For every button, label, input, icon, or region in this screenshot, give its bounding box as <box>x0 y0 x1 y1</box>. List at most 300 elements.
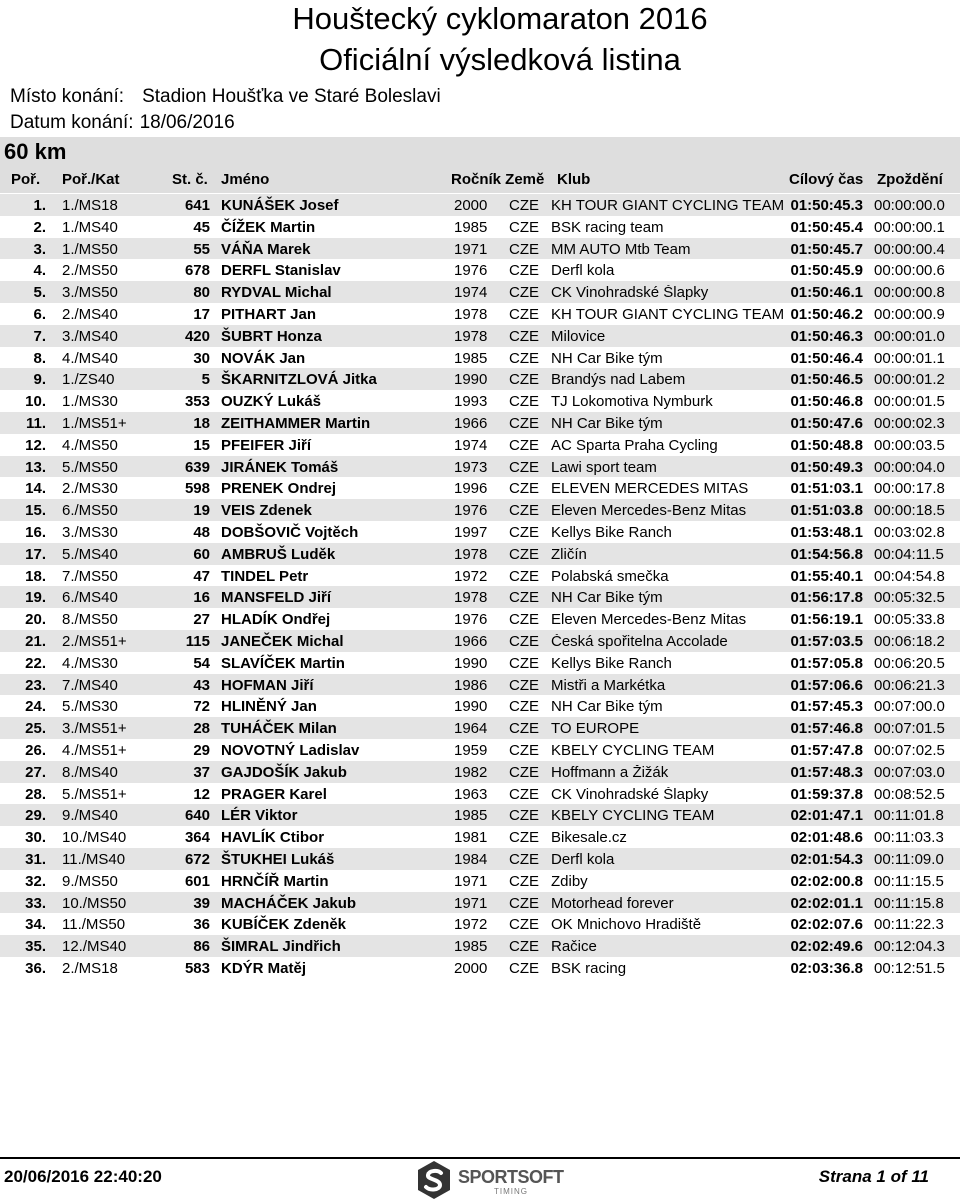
cell-category-rank: 3./MS30 <box>62 524 118 541</box>
column-header-year-country: Ročník Země <box>451 171 545 188</box>
cell-finish-time: 01:50:49.3 <box>790 458 863 476</box>
cell-name: JIRÁNEK Tomáš <box>221 458 339 476</box>
cell-position: 3. <box>33 240 46 258</box>
cell-bib-number: 601 <box>184 872 210 890</box>
table-row <box>0 238 960 260</box>
cell-country: CZE <box>509 720 539 738</box>
cell-bib-number: 16 <box>193 589 210 607</box>
cell-club: ELEVEN MERCEDES MITAS <box>551 481 749 497</box>
cell-time-gap: 00:11:03.3 <box>874 829 944 847</box>
cell-birth-year: 1978 <box>454 589 488 607</box>
cell-bib-number: 55 <box>193 240 210 258</box>
cell-finish-time: 01:55:40.1 <box>790 567 863 585</box>
cell-bib-number: 353 <box>184 393 210 411</box>
cell-birth-year: 1976 <box>454 611 488 629</box>
cell-category-rank: 1./MS30 <box>62 393 118 411</box>
cell-birth-year: 1978 <box>454 306 488 323</box>
cell-country: CZE <box>509 589 539 607</box>
table-row <box>0 281 960 303</box>
cell-position: 13. <box>25 458 46 476</box>
cell-country: CZE <box>509 829 539 847</box>
cell-club: Kellys Bike Ranch <box>551 525 672 540</box>
cell-finish-time: 02:02:49.6 <box>790 938 863 956</box>
table-row <box>0 565 960 587</box>
table-row <box>0 913 960 935</box>
cell-club: Bikesale.cz <box>551 830 627 846</box>
cell-birth-year: 1985 <box>454 807 488 825</box>
table-row <box>0 717 960 739</box>
cell-position: 18. <box>25 567 46 585</box>
cell-birth-year: 1997 <box>454 524 488 541</box>
cell-category-rank: 7./MS50 <box>62 567 118 585</box>
cell-finish-time: 01:51:03.1 <box>790 480 863 498</box>
cell-position: 1. <box>33 197 46 214</box>
cell-country: CZE <box>509 240 539 258</box>
cell-club: NH Car Bike tým <box>551 699 663 715</box>
column-header-gap: Zpoždění <box>877 171 943 188</box>
cell-club: Česká spořitelna Accolade <box>551 634 728 649</box>
cell-club: CK Vinohradské Šlapky <box>551 285 709 301</box>
cell-position: 33. <box>25 894 46 912</box>
cell-finish-time: 01:50:46.2 <box>790 306 863 323</box>
cell-category-rank: 8./MS40 <box>62 763 118 781</box>
cell-category-rank: 2./MS50 <box>62 262 118 280</box>
cell-birth-year: 1964 <box>454 720 488 738</box>
cell-position: 24. <box>25 698 46 716</box>
cell-bib-number: 28 <box>193 720 210 738</box>
cell-time-gap: 00:08:52.5 <box>874 785 945 803</box>
cell-country: CZE <box>509 415 539 432</box>
cell-category-rank: 2./MS18 <box>62 960 118 977</box>
cell-finish-time: 01:50:46.5 <box>790 371 863 389</box>
cell-time-gap: 00:07:03.0 <box>874 763 945 781</box>
cell-name: GAJDOŠÍK Jakub <box>221 763 347 781</box>
cell-birth-year: 1971 <box>454 894 488 912</box>
table-row <box>0 521 960 543</box>
cell-birth-year: 1966 <box>454 415 488 432</box>
cell-birth-year: 1976 <box>454 502 488 520</box>
cell-club: Kellys Bike Ranch <box>551 655 672 671</box>
cell-birth-year: 1984 <box>454 851 488 868</box>
cell-name: PRENEK Ondrej <box>221 480 337 498</box>
cell-name: ŠTUKHEI Lukáš <box>221 851 335 868</box>
cell-birth-year: 1976 <box>454 262 488 280</box>
cell-club: BSK racing team <box>551 219 664 235</box>
cell-finish-time: 01:56:19.1 <box>790 611 863 629</box>
cell-name: HLADÍK Ondřej <box>221 611 331 629</box>
cell-bib-number: 29 <box>193 742 210 759</box>
cell-position: 11. <box>25 415 46 432</box>
cell-time-gap: 00:04:11.5 <box>874 545 944 563</box>
cell-finish-time: 01:50:45.4 <box>790 218 863 236</box>
column-header-bib: St. č. <box>172 171 208 188</box>
cell-position: 22. <box>25 654 46 672</box>
cell-category-rank: 11./MS50 <box>62 916 126 934</box>
table-row <box>0 695 960 717</box>
cell-position: 19. <box>25 589 46 607</box>
cell-name: KDÝR Matěj <box>221 960 307 977</box>
cell-country: CZE <box>509 698 539 716</box>
cell-time-gap: 00:11:15.8 <box>874 894 944 912</box>
cell-category-rank: 1./MS51+ <box>62 415 127 432</box>
cell-club: NH Car Bike tým <box>551 590 663 606</box>
cell-time-gap: 00:00:01.5 <box>874 393 945 411</box>
date-value: 18/06/2016 <box>139 112 235 133</box>
cell-finish-time: 02:03:36.8 <box>790 960 863 977</box>
cell-category-rank: 9./MS50 <box>62 872 118 890</box>
cell-birth-year: 1985 <box>454 349 488 367</box>
cell-position: 21. <box>25 633 46 650</box>
cell-name: DERFL Stanislav <box>221 262 341 280</box>
cell-name: LÉR Viktor <box>221 807 298 825</box>
cell-finish-time: 02:01:48.6 <box>790 829 863 847</box>
cell-position: 7. <box>33 327 46 345</box>
cell-birth-year: 1959 <box>454 742 488 759</box>
cell-club: Mistři a Markétka <box>551 677 666 693</box>
cell-name: MANSFELD Jiří <box>221 589 332 607</box>
cell-birth-year: 1990 <box>454 698 488 716</box>
cell-birth-year: 1985 <box>454 938 488 956</box>
cell-time-gap: 00:00:00.9 <box>874 306 945 323</box>
table-row <box>0 194 960 216</box>
cell-bib-number: 19 <box>193 502 210 520</box>
cell-country: CZE <box>509 371 539 389</box>
cell-name: OUZKÝ Lukáš <box>221 393 322 411</box>
cell-category-rank: 5./MS51+ <box>62 785 127 803</box>
cell-birth-year: 1974 <box>454 284 488 302</box>
cell-name: HAVLÍK Ctibor <box>221 829 325 847</box>
cell-birth-year: 1963 <box>454 785 488 803</box>
cell-time-gap: 00:03:02.8 <box>874 524 945 541</box>
cell-time-gap: 00:00:17.8 <box>874 480 945 498</box>
cell-category-rank: 4./MS50 <box>62 436 118 454</box>
cell-bib-number: 115 <box>185 633 210 650</box>
cell-country: CZE <box>509 894 539 912</box>
cell-time-gap: 00:00:00.1 <box>874 218 945 236</box>
cell-category-rank: 9./MS40 <box>62 807 118 825</box>
cell-country: CZE <box>509 654 539 672</box>
table-row <box>0 870 960 892</box>
cell-position: 6. <box>33 306 46 323</box>
cell-club: Brandýs nad Labem <box>551 372 686 388</box>
cell-name: TINDEL Petr <box>221 567 309 585</box>
cell-position: 16. <box>25 524 46 541</box>
cell-country: CZE <box>509 872 539 890</box>
table-row <box>0 456 960 478</box>
table-row <box>0 347 960 369</box>
cell-finish-time: 01:57:05.8 <box>790 654 863 672</box>
category-title: 60 km <box>4 139 67 164</box>
table-row <box>0 543 960 565</box>
cell-position: 25. <box>25 720 46 738</box>
cell-category-rank: 6./MS40 <box>62 589 118 607</box>
cell-finish-time: 01:50:46.1 <box>790 284 863 302</box>
cell-birth-year: 1973 <box>454 458 488 476</box>
table-row <box>0 957 960 979</box>
cell-position: 26. <box>25 742 46 759</box>
cell-birth-year: 1971 <box>454 240 488 258</box>
page-subtitle: Oficiální výsledková listina <box>319 42 681 77</box>
cell-club: Zdiby <box>551 873 588 889</box>
sportsoft-logo-icon <box>414 1159 454 1201</box>
cell-position: 4. <box>33 262 46 280</box>
cell-bib-number: 364 <box>184 829 210 847</box>
cell-birth-year: 2000 <box>454 960 488 977</box>
cell-bib-number: 39 <box>193 894 210 912</box>
cell-category-rank: 2./MS30 <box>62 480 118 498</box>
cell-country: CZE <box>509 436 539 454</box>
table-row <box>0 783 960 805</box>
page-number: Strana 1 of 11 <box>818 1167 929 1186</box>
cell-bib-number: 18 <box>193 415 210 432</box>
cell-bib-number: 43 <box>193 676 210 694</box>
cell-country: CZE <box>509 349 539 367</box>
cell-finish-time: 01:51:03.8 <box>790 502 863 520</box>
cell-club: CK Vinohradské Šlapky <box>551 786 709 802</box>
cell-bib-number: 45 <box>193 218 210 236</box>
cell-club: KBELY CYCLING TEAM <box>551 743 715 758</box>
cell-name: NOVÁK Jan <box>221 349 306 367</box>
cell-club: Derfl kola <box>551 852 615 867</box>
cell-birth-year: 1981 <box>454 829 488 847</box>
cell-birth-year: 1990 <box>454 371 488 389</box>
table-row <box>0 630 960 652</box>
cell-bib-number: 80 <box>193 284 210 302</box>
table-row <box>0 674 960 696</box>
cell-category-rank: 3./MS50 <box>62 284 118 302</box>
cell-name: SLAVÍČEK Martin <box>221 654 345 672</box>
cell-category-rank: 7./MS40 <box>62 676 118 694</box>
cell-bib-number: 48 <box>193 524 210 541</box>
cell-category-rank: 10./MS40 <box>62 829 127 847</box>
cell-birth-year: 1978 <box>454 545 488 563</box>
cell-finish-time: 01:53:48.1 <box>790 524 863 541</box>
column-header-club: Klub <box>557 171 591 188</box>
cell-time-gap: 00:00:02.3 <box>874 415 945 432</box>
table-row <box>0 259 960 281</box>
cell-club: OK Mnichovo Hradiště <box>551 917 702 933</box>
cell-name: ČÍŽEK Martin <box>221 218 316 236</box>
cell-name: RYDVAL Michal <box>221 284 332 302</box>
cell-category-rank: 1./ZS40 <box>62 371 115 389</box>
cell-time-gap: 00:12:51.5 <box>874 960 945 977</box>
cell-bib-number: 47 <box>193 567 210 585</box>
page-title: Houštecký cyklomaraton 2016 <box>292 1 708 36</box>
cell-name: HOFMAN Jiří <box>221 676 314 694</box>
cell-country: CZE <box>509 807 539 825</box>
cell-bib-number: 60 <box>193 545 210 563</box>
cell-bib-number: 672 <box>184 851 210 868</box>
cell-country: CZE <box>509 851 539 868</box>
cell-birth-year: 1986 <box>454 676 488 694</box>
table-row <box>0 608 960 630</box>
cell-position: 36. <box>25 960 46 977</box>
cell-position: 15. <box>25 502 46 520</box>
cell-country: CZE <box>509 524 539 541</box>
cell-finish-time: 02:01:54.3 <box>790 851 863 868</box>
cell-bib-number: 598 <box>184 480 210 498</box>
cell-finish-time: 01:57:48.3 <box>790 763 863 781</box>
cell-finish-time: 01:50:47.6 <box>790 415 863 432</box>
cell-name: KUNÁŠEK Josef <box>221 197 339 214</box>
cell-category-rank: 6./MS50 <box>62 502 118 520</box>
cell-name: PITHART Jan <box>221 306 317 323</box>
cell-club: MM AUTO Mtb Team <box>551 241 691 257</box>
table-row <box>0 826 960 848</box>
cell-club: NH Car Bike tým <box>551 416 663 431</box>
cell-time-gap: 00:05:32.5 <box>874 589 945 607</box>
cell-birth-year: 1993 <box>454 393 488 411</box>
cell-bib-number: 27 <box>193 611 210 629</box>
cell-finish-time: 01:50:45.7 <box>790 240 863 258</box>
cell-finish-time: 02:02:07.6 <box>790 916 863 934</box>
cell-bib-number: 37 <box>193 763 210 781</box>
cell-country: CZE <box>509 197 539 214</box>
cell-club: Hoffmann a Žižák <box>551 764 669 780</box>
date-label: Datum konání: <box>10 112 134 133</box>
category-bar <box>0 137 960 167</box>
cell-country: CZE <box>509 393 539 411</box>
cell-club: KBELY CYCLING TEAM <box>551 808 715 824</box>
cell-category-rank: 2./MS40 <box>62 306 118 323</box>
column-header-name: Jméno <box>221 171 270 188</box>
cell-position: 32. <box>25 872 46 890</box>
table-row <box>0 586 960 608</box>
cell-bib-number: 30 <box>193 349 210 367</box>
cell-position: 5. <box>33 284 46 302</box>
cell-club: Milovice <box>551 328 606 344</box>
cell-name: PFEIFER Jiří <box>221 436 312 454</box>
cell-bib-number: 583 <box>184 960 210 977</box>
cell-time-gap: 00:11:22.3 <box>874 916 944 934</box>
cell-club: KH TOUR GIANT CYCLING TEAM <box>551 198 785 213</box>
cell-finish-time: 01:50:46.4 <box>790 349 863 367</box>
cell-category-rank: 8./MS50 <box>62 611 118 629</box>
cell-name: ŠUBRT Honza <box>221 327 322 345</box>
cell-position: 23. <box>25 676 46 694</box>
cell-category-rank: 3./MS40 <box>62 327 118 345</box>
cell-finish-time: 01:57:47.8 <box>790 742 863 759</box>
cell-finish-time: 01:50:45.9 <box>790 262 863 280</box>
cell-country: CZE <box>509 938 539 956</box>
cell-birth-year: 1982 <box>454 763 488 781</box>
cell-category-rank: 4./MS51+ <box>62 742 127 759</box>
cell-finish-time: 02:01:47.1 <box>790 807 863 825</box>
cell-club: Račice <box>551 939 597 955</box>
table-row <box>0 935 960 957</box>
cell-name: ŠIMRAL Jindřich <box>221 938 341 956</box>
logo-subtitle: TIMING <box>494 1187 528 1196</box>
cell-bib-number: 54 <box>193 654 210 672</box>
cell-position: 29. <box>25 807 46 825</box>
cell-time-gap: 00:12:04.3 <box>874 938 945 956</box>
cell-position: 31. <box>25 851 46 868</box>
cell-time-gap: 00:05:33.8 <box>874 611 945 629</box>
venue-line <box>10 87 441 106</box>
cell-position: 27. <box>25 763 46 781</box>
cell-birth-year: 2000 <box>454 197 488 214</box>
cell-bib-number: 640 <box>184 807 210 825</box>
cell-finish-time: 01:57:46.8 <box>790 720 863 738</box>
cell-time-gap: 00:04:54.8 <box>874 567 945 585</box>
cell-country: CZE <box>509 480 539 498</box>
cell-birth-year: 1966 <box>454 633 488 650</box>
cell-birth-year: 1985 <box>454 218 488 236</box>
cell-name: PRAGER Karel <box>221 785 327 803</box>
cell-time-gap: 00:06:21.3 <box>874 676 945 694</box>
cell-country: CZE <box>509 676 539 694</box>
cell-club: Lawi sport team <box>551 459 657 475</box>
cell-country: CZE <box>509 458 539 476</box>
cell-country: CZE <box>509 567 539 585</box>
cell-name: KUBÍČEK Zdeněk <box>221 916 347 934</box>
column-header-category: Poř./Kat <box>62 171 120 188</box>
cell-club: KH TOUR GIANT CYCLING TEAM <box>551 307 785 322</box>
cell-position: 30. <box>25 829 46 847</box>
cell-time-gap: 00:06:18.2 <box>874 633 945 650</box>
table-row <box>0 739 960 761</box>
cell-finish-time: 01:50:45.3 <box>790 197 863 214</box>
cell-category-rank: 2./MS51+ <box>62 633 127 650</box>
cell-club: TJ Lokomotiva Nymburk <box>551 394 713 410</box>
cell-name: VÁŇA Marek <box>221 240 311 258</box>
table-row <box>0 412 960 434</box>
table-row <box>0 216 960 238</box>
cell-finish-time: 01:50:46.3 <box>790 327 863 345</box>
cell-finish-time: 01:50:48.8 <box>790 436 863 454</box>
cell-time-gap: 00:06:20.5 <box>874 654 945 672</box>
cell-bib-number: 36 <box>193 916 210 934</box>
cell-bib-number: 72 <box>193 698 210 716</box>
cell-time-gap: 00:00:00.4 <box>874 240 945 258</box>
table-row <box>0 477 960 499</box>
cell-category-rank: 5./MS50 <box>62 458 118 476</box>
cell-country: CZE <box>509 611 539 629</box>
cell-bib-number: 15 <box>193 436 210 454</box>
cell-club: Motorhead forever <box>551 895 674 911</box>
cell-finish-time: 01:57:45.3 <box>790 698 863 716</box>
cell-club: BSK racing <box>551 961 627 976</box>
cell-category-rank: 4./MS30 <box>62 654 118 672</box>
cell-club: Derfl kola <box>551 263 615 279</box>
table-row <box>0 390 960 412</box>
cell-name: TUHÁČEK Milan <box>221 720 337 738</box>
cell-position: 8. <box>33 349 46 367</box>
cell-birth-year: 1971 <box>454 872 488 890</box>
cell-club: Polabská smečka <box>551 568 669 584</box>
cell-birth-year: 1972 <box>454 916 488 934</box>
cell-bib-number: 5 <box>201 371 210 389</box>
cell-club: Eleven Mercedes-Benz Mitas <box>551 612 747 628</box>
cell-category-rank: 1./MS50 <box>62 240 118 258</box>
cell-time-gap: 00:11:15.5 <box>874 872 944 890</box>
table-row <box>0 892 960 914</box>
cell-club: TO EUROPE <box>551 721 640 737</box>
cell-time-gap: 00:07:02.5 <box>874 742 945 759</box>
cell-time-gap: 00:11:09.0 <box>874 851 944 868</box>
cell-time-gap: 00:00:18.5 <box>874 502 945 520</box>
cell-birth-year: 1972 <box>454 567 488 585</box>
cell-birth-year: 1996 <box>454 480 488 498</box>
column-header-time: Cílový čas <box>789 171 864 188</box>
cell-position: 2. <box>33 218 46 236</box>
cell-finish-time: 01:59:37.8 <box>790 785 863 803</box>
cell-country: CZE <box>509 306 539 323</box>
cell-finish-time: 01:56:17.8 <box>790 589 863 607</box>
cell-category-rank: 5./MS40 <box>62 545 118 563</box>
cell-country: CZE <box>509 785 539 803</box>
cell-name: ZEITHAMMER Martin <box>221 415 371 432</box>
